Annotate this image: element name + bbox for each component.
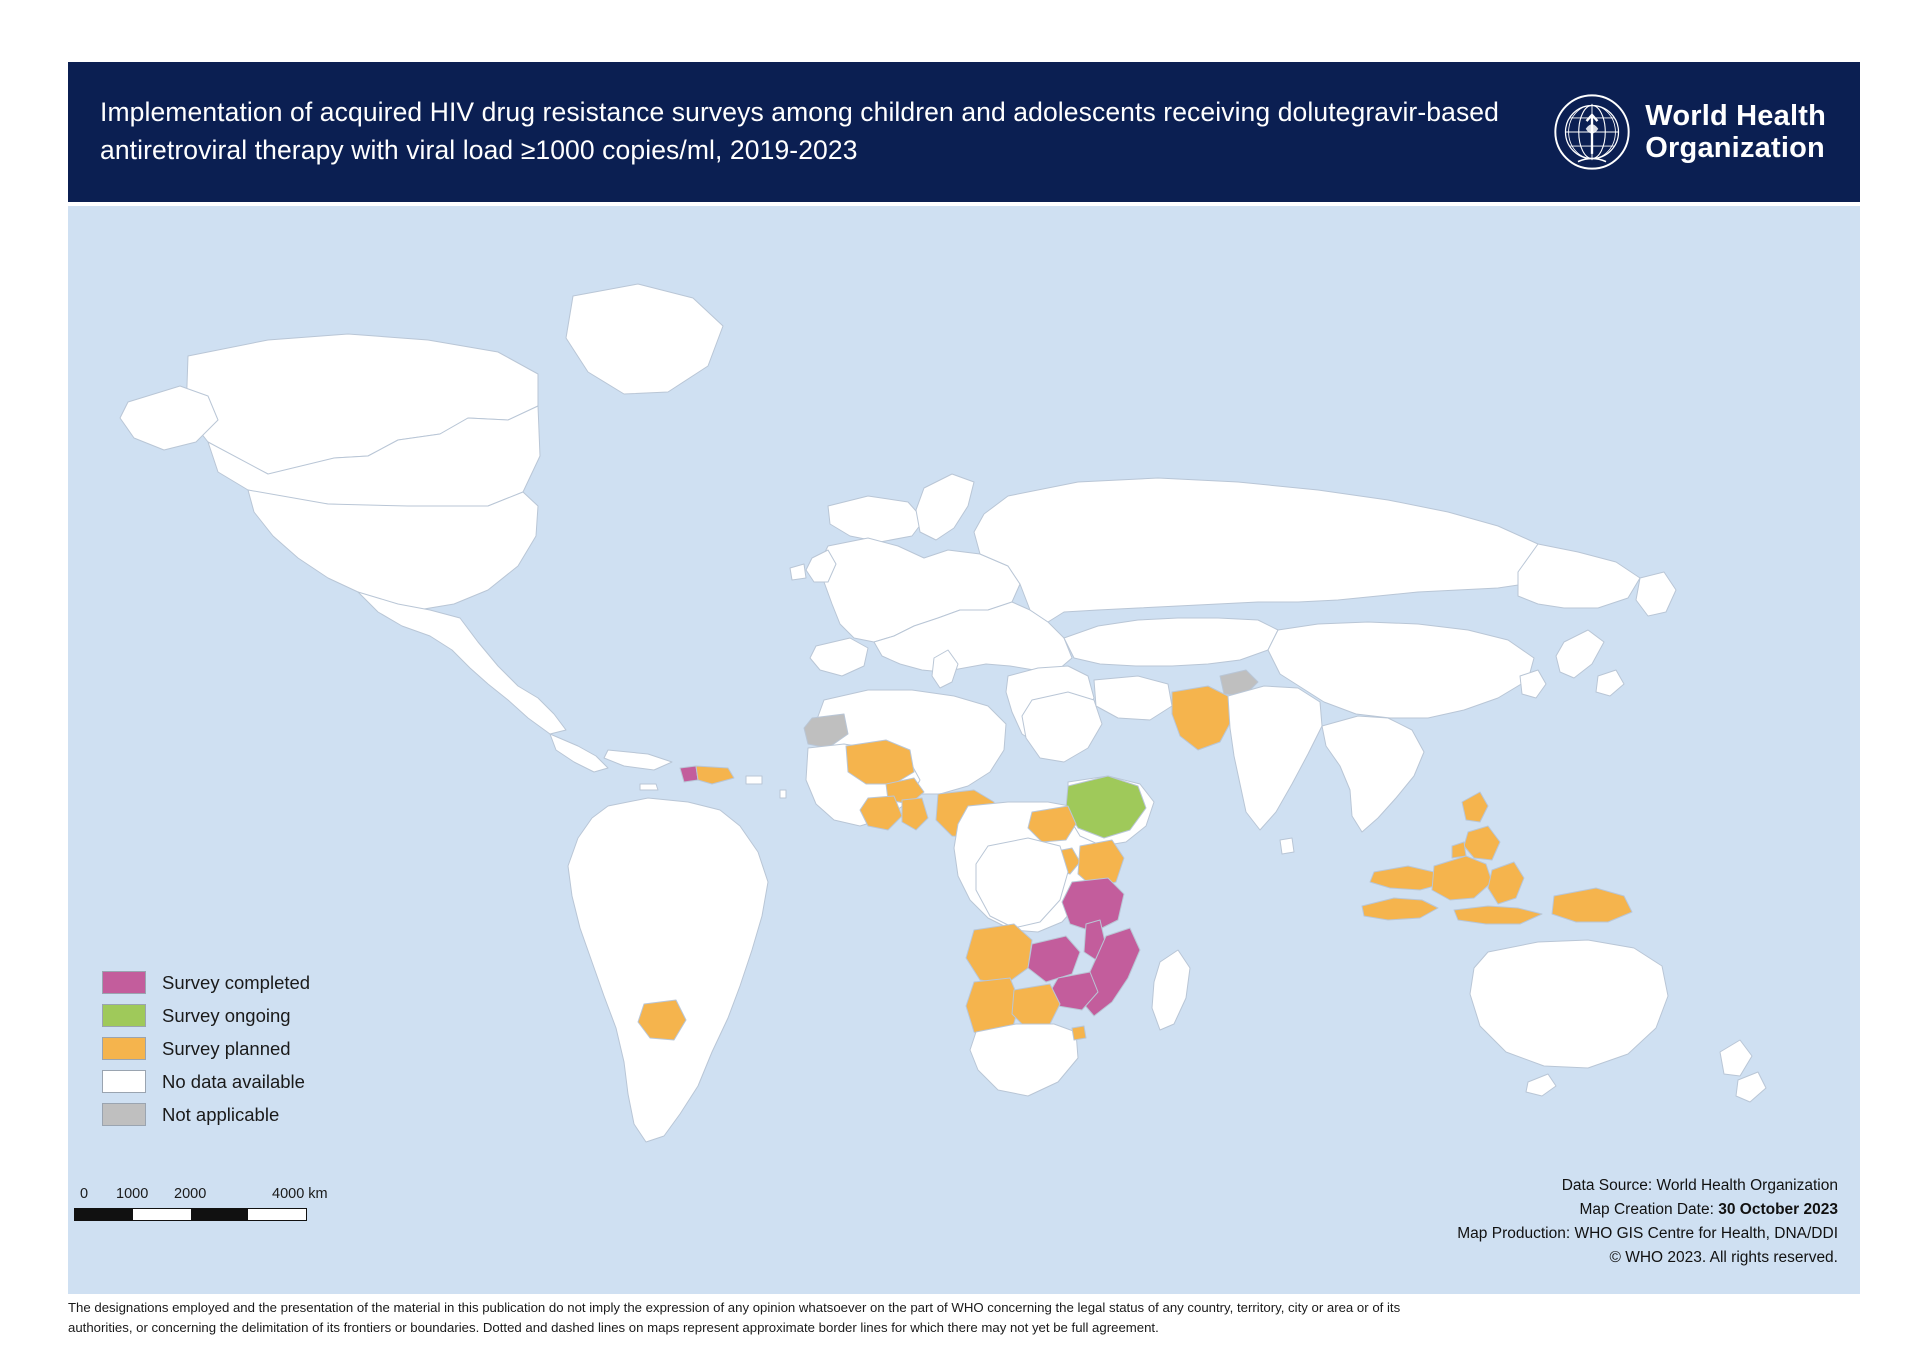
scale-segment-2 bbox=[133, 1209, 191, 1220]
credit-copyright: © WHO 2023. All rights reserved. bbox=[1609, 1249, 1838, 1267]
legend-label-planned: Survey planned bbox=[162, 1037, 291, 1059]
legend-item-planned bbox=[102, 1032, 432, 1065]
page-header bbox=[68, 62, 1860, 202]
legend-swatch-ongoing bbox=[102, 1004, 146, 1027]
credit-creation-value: 30 October 2023 bbox=[1718, 1201, 1838, 1219]
scale-tick-2000: 2000 bbox=[174, 1186, 207, 1202]
legend-swatch-planned bbox=[102, 1037, 146, 1060]
map-credits bbox=[1457, 1174, 1838, 1270]
who-wordmark-line1: World Health bbox=[1645, 99, 1826, 132]
scale-tick-0: 0 bbox=[80, 1186, 89, 1202]
legend-item-completed bbox=[102, 966, 432, 999]
legend-swatch-completed bbox=[102, 971, 146, 994]
scale-segment-4 bbox=[248, 1209, 306, 1220]
credit-data-source: Data Source: World Health Organization bbox=[1561, 1177, 1838, 1194]
credit-production: Map Production: WHO GIS Centre for Health, DNA/DDI bbox=[1457, 1225, 1838, 1243]
credit-creation-label: Map Creation Date: bbox=[1579, 1201, 1719, 1219]
scale-segment-3 bbox=[191, 1209, 249, 1220]
scale-tick-1000: 1000 bbox=[116, 1186, 149, 1202]
who-wordmark bbox=[1645, 100, 1826, 165]
page-title: Implementation of acquired HIV drug resistance surveys among children and adolescents receiving dolutegravir-based antiretroviral therapy with viral load ≥1000 copies/ml, 2019-2023 bbox=[100, 97, 1499, 165]
who-emblem-icon bbox=[1553, 93, 1631, 171]
legend-swatch-nodata bbox=[102, 1070, 146, 1093]
legend-label-na: Not applicable bbox=[162, 1103, 280, 1125]
legend-item-nodata bbox=[102, 1065, 432, 1098]
country-eswatini bbox=[1072, 1026, 1086, 1040]
scale-bar-graphic bbox=[74, 1208, 307, 1221]
scale-bar-ticks bbox=[74, 1186, 374, 1204]
legend-label-ongoing: Survey ongoing bbox=[162, 1004, 291, 1026]
credit-creation-date bbox=[1457, 1198, 1838, 1222]
legend-item-ongoing bbox=[102, 999, 432, 1032]
legend-label-nodata: No data available bbox=[162, 1070, 305, 1092]
scale-tick-4000: 4000 km bbox=[272, 1186, 328, 1202]
legend-swatch-na bbox=[102, 1103, 146, 1126]
map-legend bbox=[102, 966, 432, 1131]
world-map[interactable] bbox=[68, 206, 1860, 1294]
who-logo bbox=[1553, 93, 1826, 171]
who-wordmark-line2: Organization bbox=[1645, 132, 1825, 164]
scale-segment-1 bbox=[75, 1209, 133, 1220]
legend-label-completed: Survey completed bbox=[162, 971, 311, 993]
legend-item-na bbox=[102, 1098, 432, 1131]
map-disclaimer: The designations employed and the presentation of the material in this publication do not imply the expression of any opinion whatsoever on the part of WHO concerning the legal status of any country, territory, city or area or of its authorities, or concerning the delimitation of its frontiers or boundaries. Dotted and dashed lines on maps represent approximate border lines for which there may not yet be full agreement. bbox=[68, 1300, 1401, 1335]
scale-bar bbox=[74, 1186, 374, 1221]
